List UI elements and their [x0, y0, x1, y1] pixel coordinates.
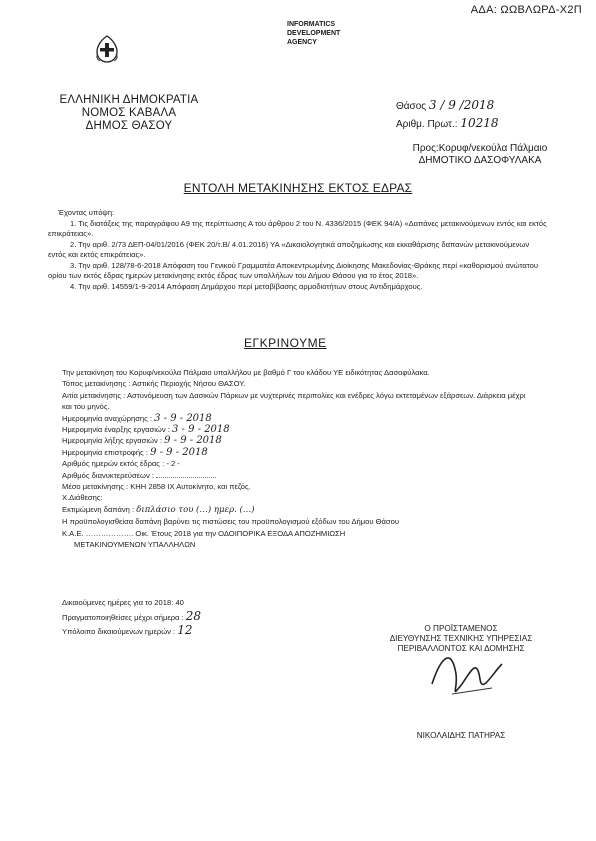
header-line: ΝΟΜΟΣ ΚΑΒΑΛΑ	[81, 107, 177, 119]
ada-code: ΑΔΑ: ΩΩΒΛΩΡΔ-Χ2Π	[470, 4, 582, 16]
kae-line: Κ.Α.Ε. ………………. Οικ. Έτους 2018 για την ΟΔΟΙΠΟΡΙΚΑ ΕΞΟΔΑ ΑΠΟΖΗΜΙΩΣΗ	[62, 528, 346, 538]
header-line: ΕΛΛΗΝΙΚΗ ΔΗΜΟΚΡΑΤΙΑ	[59, 94, 199, 106]
consideration-item: 2. Την αριθ. 2/73 ΔΕΠ-04/01/2016 (ΦΕΚ 20/τ.Β/ 4.01.2016) ΥΑ «Δικαιολογητικά αποζημίωσης και εκκαθάρισης δαπανών μετακινούμενων εντός και εκτός επικράτειας».	[48, 239, 530, 259]
field-departure: Ημερομηνία αναχώρησης : 3 - 9 - 2018	[62, 412, 212, 424]
protocol-value: 10218	[460, 116, 499, 130]
agency-logo	[287, 20, 340, 47]
signature-line: ΠΕΡΙΒΑΛΛΟΝΤΟΣ ΚΑΙ ΔΟΜΗΣΗΣ	[397, 643, 525, 653]
field-disposal: Χ.Διάθεσης:	[62, 493, 103, 503]
field-reason: Αιτία μετακίνησης : Αστυνόμευση των Δασικών Πάρκων με νυχτερινές περιπολίες και ενέδρες λόγω εκτεταμένων εξάρσεων. Διάρκεια μέχρι και του μηνός.	[62, 390, 526, 412]
recipient-block	[380, 143, 580, 167]
signatory-name: ΝΙΚΟΛΑΙΔΗΣ ΠΑΤΗΡΑΣ	[416, 731, 506, 741]
consideration-item: 4. Την αριθ. 14559/1-9-2014 Απόφαση Δημάρχου περί μεταβίβασης αρμοδιοτήτων στους Αντιδημάρχους.	[70, 281, 423, 291]
field-place: Τόπος μετακίνησης : Αστικής Περιοχής Νήσου ΘΑΣΟΥ.	[62, 379, 246, 389]
field-return: Ημερομηνία επιστροφής : 9 - 9 - 2018	[62, 446, 208, 458]
preamble: Έχοντας υπόψη:	[58, 208, 115, 217]
expense-note: Η προϋπολογισθείσα δαπάνη βαρύνει τις πιστώσεις του προϋπολογισμού εξόδων του Δήμου Θάσου	[62, 517, 399, 527]
issuer-header	[44, 94, 214, 133]
handwritten-signature-icon	[422, 644, 512, 704]
date-label: Θάσος	[396, 101, 427, 112]
field-nights: Αριθμός διανυκτερεύσεων :	[62, 470, 532, 481]
dateline	[396, 97, 499, 133]
field-transport: Μέσο μετακίνησης : ΚΗΗ 2858 ΙΧ Αυτοκίνητο, και πεζός.	[62, 482, 251, 492]
protocol-label: Αριθμ. Πρωτ.:	[396, 119, 458, 130]
document-title: ΕΝΤΟΛΗ ΜΕΤΑΚΙΝΗΣΗΣ ΕΚΤΟΣ ΕΔΡΑΣ	[183, 181, 413, 195]
trip-details	[62, 367, 532, 551]
field-days-out: Αριθμός ημερών εκτός έδρας : - 2 -	[62, 459, 180, 469]
day-counts: Δικαιούμενες ημέρες για το 2018: 40 Πραγματοποιηθείσες μέχρι σήμερα : 28 Υπόλοιπο δικαιούμενων ημερών : 12	[62, 598, 202, 637]
agency-logo-line: INFORMATICS	[287, 21, 336, 28]
considerations	[48, 208, 548, 292]
signature-block	[326, 624, 596, 741]
agency-logo-line: AGENCY	[287, 39, 317, 46]
header-line: ΔΗΜΟΣ ΘΑΣΟΥ	[85, 120, 173, 132]
signature-line: ΔΙΕΥΘΥΝΣΗΣ ΤΕΧΝΙΚΗΣ ΥΠΗΡΕΣΙΑΣ	[389, 633, 533, 643]
approved-days: 40	[175, 598, 184, 607]
approve-heading: ΕΓΚΡΙΝΟΥΜΕ	[244, 336, 327, 350]
field-end: Ημερομηνία λήξης εργασιών : 9 - 9 - 2018	[62, 435, 222, 447]
approval-intro: Την μετακίνηση του Κορυφ/νεκούλα Πάλμαιο υπαλλήλου με βαθμό Γ του κλάδου ΥΕ ειδικότητας Δασοφύλακα.	[62, 368, 430, 377]
remaining-days: 12	[177, 623, 193, 637]
signature-line: Ο ΠΡΟΪΣΤΑΜΕΝΟΣ	[424, 624, 498, 633]
consideration-item: 3. Την αριθ. 128/78-6-2018 Απόφαση του Γενικού Γραμματέα Αποκεντρωμένης Διοίκησης Μακεδονίας-Θράκης περί «καθορισμού ανώτατου ορίου των εκτός έδρας ημερών μετακίνησης εκτός έδρας των υπαλλήλων του Δήμου Θάσου για το έτος 2018».	[48, 260, 539, 280]
field-estimated: Εκτιμώμενη δαπάνη : διπλάσιο του (…) ημερ. (…)	[62, 504, 255, 515]
field-start: Ημερομηνία έναρξης εργασιών : 3 - 9 - 2018	[62, 424, 230, 436]
greek-emblem-icon	[94, 34, 120, 64]
recipient-line: Προς:Κορυφ/νεκούλα Πάλμαιο	[412, 143, 548, 154]
agency-logo-line: DEVELOPMENT	[287, 30, 341, 37]
recipient-line: ΔΗΜΟΤΙΚΟ ΔΑΣΟΦΥΛΑΚΑ	[418, 155, 542, 166]
used-days: 28	[185, 608, 202, 623]
consideration-item: 1. Τις διατάξεις της παραγράφου Α9 της περίπτωσης Α του άρθρου 2 του Ν. 4336/2015 (ΦΕΚ 94/Α) «Δαπάνες μετακινούμενων εντός και εκτός επικράτειας».	[48, 218, 547, 238]
date-value: 3 / 9 /2018	[428, 98, 495, 112]
kae-line: ΜΕΤΑΚΙΝΟΥΜΕΝΩΝ ΥΠΑΛΛΗΛΩΝ	[74, 540, 196, 550]
